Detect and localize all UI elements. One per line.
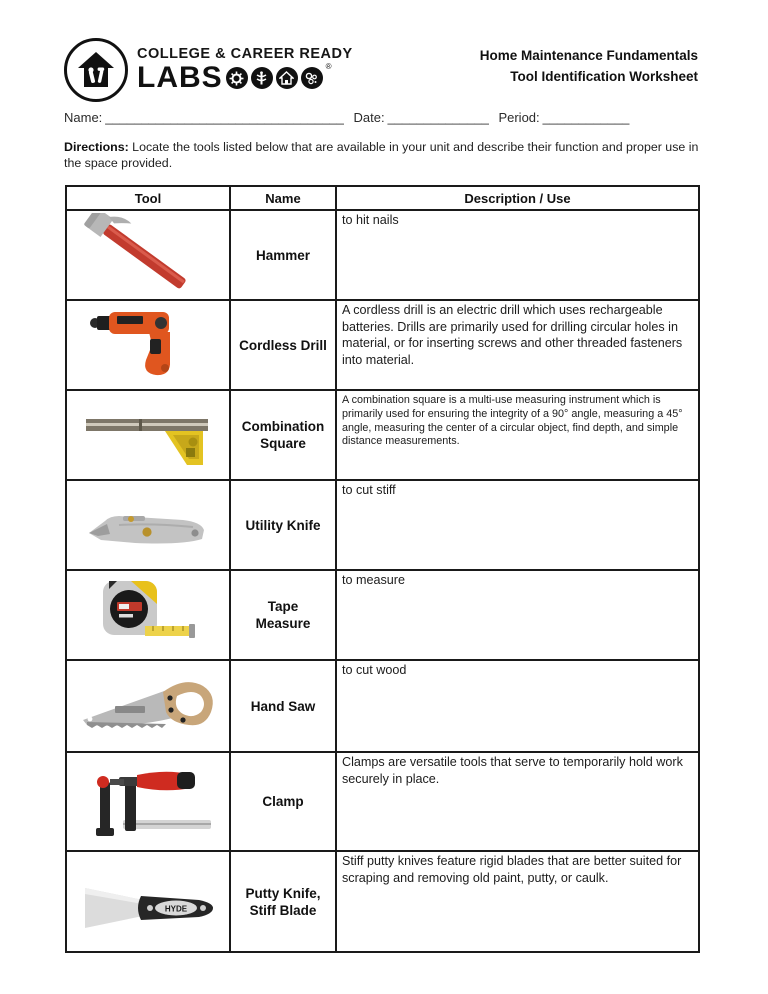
period-label: Period:	[498, 110, 540, 125]
tool-name: Putty Knife, Stiff Blade	[230, 851, 336, 952]
clamp-image	[73, 760, 223, 844]
putty-knife-brand-label: HYDE	[164, 904, 188, 913]
tool-photo-cell	[66, 390, 230, 480]
table-row	[66, 660, 699, 752]
logo-text	[137, 47, 353, 94]
combination-square-image	[73, 393, 223, 477]
date-blank-line[interactable]: ______________	[387, 110, 489, 125]
table-row	[66, 210, 699, 300]
tool-photo-cell	[66, 851, 230, 952]
utility-knife-image	[73, 483, 223, 567]
logo-tagline: COLLEGE & CAREER READY	[137, 45, 353, 62]
table-row	[66, 480, 699, 570]
date-label: Date:	[353, 110, 385, 125]
tool-photo-cell	[66, 300, 230, 390]
table-row	[66, 390, 699, 480]
cordless-drill-image	[73, 303, 223, 387]
col-header-description: Description / Use	[336, 186, 699, 210]
tool-description[interactable]: to cut wood	[336, 660, 699, 752]
worksheet-table	[65, 185, 700, 953]
tool-name: Utility Knife	[230, 480, 336, 570]
tool-description[interactable]: A cordless drill is an electric drill which uses rechargeable batteries. Drills are primarily used for drilling circular holes in material, or for inserting screws and other threaded fasteners into material.	[336, 300, 699, 390]
logo-labs-word: LABS	[137, 61, 223, 95]
hand-saw-image	[73, 664, 223, 748]
name-blank-line[interactable]: _________________________________	[105, 110, 344, 125]
directions-text: Locate the tools listed below that are available in your unit and describe their function and proper use in the space provided.	[64, 140, 699, 170]
tool-name: Cordless Drill	[230, 300, 336, 390]
tool-description[interactable]: Clamps are versatile tools that serve to temporarily hold work securely in place.	[336, 752, 699, 851]
tool-name: Clamp	[230, 752, 336, 851]
science-badge-icon	[301, 67, 323, 89]
tool-name: Hammer	[230, 210, 336, 300]
tool-name: Combination Square	[230, 390, 336, 480]
tool-name: Tape Measure	[230, 570, 336, 660]
directions-label: Directions:	[64, 140, 129, 154]
tool-photo-cell	[66, 480, 230, 570]
col-header-tool: Tool	[66, 186, 230, 210]
title-line-1: Home Maintenance Fundamentals	[479, 48, 698, 63]
logo	[64, 38, 353, 102]
name-label: Name:	[64, 110, 103, 125]
directions	[64, 139, 714, 171]
hammer-image	[73, 213, 223, 297]
tape-measure-image	[73, 573, 223, 657]
tool-description[interactable]: to hit nails	[336, 210, 699, 300]
medical-badge-icon	[251, 67, 273, 89]
tool-description[interactable]: to cut stiff	[336, 480, 699, 570]
putty-knife-image	[73, 860, 223, 944]
header	[64, 38, 698, 102]
tool-photo-cell	[66, 660, 230, 752]
tool-description[interactable]: to measure	[336, 570, 699, 660]
table-row	[66, 752, 699, 851]
tool-name: Hand Saw	[230, 660, 336, 752]
tool-photo-cell	[66, 210, 230, 300]
registered-mark: ®	[325, 62, 332, 72]
table-row	[66, 851, 699, 952]
student-fields-line	[64, 110, 698, 125]
labs-house-logo-icon	[64, 38, 128, 102]
gear-badge-icon	[226, 67, 248, 89]
tool-photo-cell	[66, 752, 230, 851]
document-title	[480, 38, 698, 87]
title-line-2: Tool Identification Worksheet	[510, 69, 698, 84]
tool-photo-cell	[66, 570, 230, 660]
table-row	[66, 300, 699, 390]
logo-labs-row	[137, 63, 353, 93]
tool-description[interactable]: Stiff putty knives feature rigid blades that are better suited for scraping and removing old paint, putty, or caulk.	[336, 851, 699, 952]
table-header-row	[66, 186, 699, 210]
tool-description[interactable]: A combination square is a multi-use measuring instrument which is primarily used for ensuring the integrity of a 90° angle, measuring a 45° angle, measuring the center of a circular object, find depth, and simple distance measurements.	[336, 390, 699, 480]
house-badge-icon	[276, 67, 298, 89]
period-blank-line[interactable]: ____________	[542, 110, 630, 125]
table-row	[66, 570, 699, 660]
col-header-name: Name	[230, 186, 336, 210]
